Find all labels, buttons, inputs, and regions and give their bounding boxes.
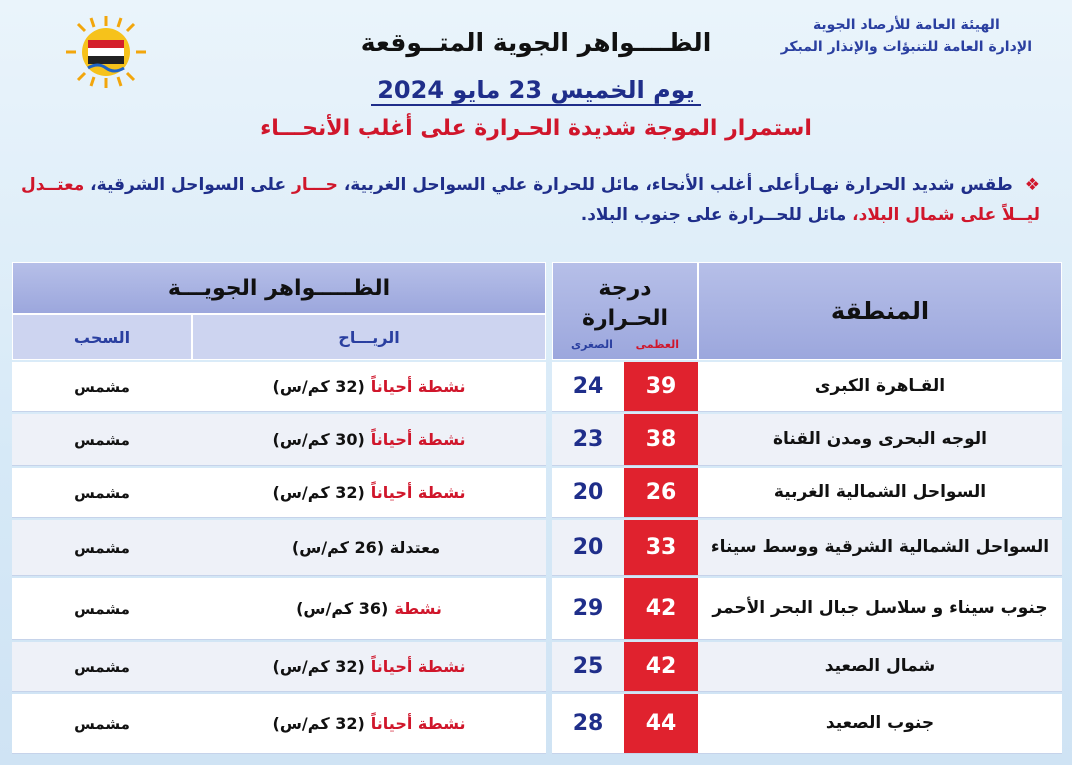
wind-strength: نشطة أحياناً xyxy=(370,483,466,502)
region-cell: جنوب سيناء و سلاسل جبال البحر الأحمر xyxy=(698,578,1062,640)
max-temp-cell: 42 xyxy=(624,578,698,640)
max-temp-cell: 42 xyxy=(624,642,698,692)
wind-strength: نشطة أحياناً xyxy=(370,377,466,396)
page-title: الظــــواهر الجوية المتــوقعة xyxy=(360,28,712,57)
region-cell: السواحل الشمالية الغربية xyxy=(698,468,1062,518)
forecast-table xyxy=(12,262,1062,758)
header-region: المنطقة xyxy=(698,262,1062,360)
header-wind: الريـــاح xyxy=(192,314,546,360)
min-temp-cell: 20 xyxy=(552,468,624,518)
region-cell: السواحل الشمالية الشرقية ووسط سيناء xyxy=(698,520,1062,576)
header-max-label: العظمى xyxy=(635,338,679,351)
max-temp-cell: 38 xyxy=(624,414,698,466)
wind-cell xyxy=(192,694,546,754)
header-min-label: الصغرى xyxy=(571,338,613,351)
header-temperature-label: درجة الحـرارة xyxy=(581,276,669,331)
org-line-1: الهيئة العامة للأرصاد الجوية xyxy=(812,17,1000,33)
max-temp-cell: 39 xyxy=(624,362,698,412)
desc-part-2: مائل للحرارة علي السواحل الغربية، xyxy=(343,175,640,195)
wind-speed: (32 كم/س) xyxy=(272,657,365,676)
clouds-cell: مشمس xyxy=(12,642,192,692)
wind-cell xyxy=(192,468,546,518)
wind-cell xyxy=(192,642,546,692)
wind-cell xyxy=(192,578,546,640)
wind-strength: نشطة أحياناً xyxy=(370,430,466,449)
wind-speed: (32 كم/س) xyxy=(272,483,365,502)
wind-strength: نشطة xyxy=(394,599,442,618)
bullet-icon: ❖ xyxy=(1024,175,1040,195)
wind-speed: (32 كم/س) xyxy=(272,377,365,396)
forecast-description xyxy=(20,170,1040,230)
max-temp-cell: 26 xyxy=(624,468,698,518)
desc-part-5: معتــدل ليــلاً على شمال البلاد، xyxy=(20,175,1040,225)
min-temp-cell: 23 xyxy=(552,414,624,466)
wind-speed: (32 كم/س) xyxy=(272,714,365,733)
header-temperature xyxy=(552,262,698,360)
wind-strength: نشطة أحياناً xyxy=(370,714,466,733)
wind-cell xyxy=(192,520,546,576)
min-temp-cell: 29 xyxy=(552,578,624,640)
org-line-2: الإدارة العامة للتنبؤات والإنذار المبكر xyxy=(780,39,1032,55)
min-temp-cell: 25 xyxy=(552,642,624,692)
region-cell: الوجه البحرى ومدن القناة xyxy=(698,414,1062,466)
wind-speed: معتدلة (26 كم/س) xyxy=(291,538,441,557)
wind-cell xyxy=(192,362,546,412)
header-clouds: السحب xyxy=(12,314,192,360)
region-cell: القـاهرة الكبرى xyxy=(698,362,1062,412)
wind-cell xyxy=(192,414,546,466)
min-temp-cell: 20 xyxy=(552,520,624,576)
desc-part-1: طقس شديد الحرارة نهـارأعلى أغلب الأنحاء، xyxy=(645,175,1013,195)
clouds-cell: مشمس xyxy=(12,414,192,466)
forecast-date xyxy=(0,76,1072,104)
clouds-cell: مشمس xyxy=(12,578,192,640)
min-temp-cell: 28 xyxy=(552,694,624,754)
min-temp-cell: 24 xyxy=(552,362,624,412)
clouds-cell: مشمس xyxy=(12,468,192,518)
region-cell: شمال الصعيد xyxy=(698,642,1062,692)
desc-part-3: حـــار xyxy=(292,175,338,195)
headline: استمرار الموجة شديدة الحـرارة على أغلب الأنحـــاء xyxy=(260,116,812,141)
clouds-cell: مشمس xyxy=(12,520,192,576)
wind-strength: نشطة أحياناً xyxy=(370,657,466,676)
header-phenomena: الظـــــواهر الجويـــة xyxy=(12,262,546,314)
region-cell: جنوب الصعيد xyxy=(698,694,1062,754)
clouds-cell: مشمس xyxy=(12,362,192,412)
max-temp-cell: 33 xyxy=(624,520,698,576)
desc-part-4: على السواحل الشرقية، xyxy=(90,175,287,195)
max-temp-cell: 44 xyxy=(624,694,698,754)
wind-speed: (30 كم/س) xyxy=(272,430,365,449)
wind-speed: (36 كم/س) xyxy=(296,599,389,618)
date-text: يوم الخميس 23 مايو 2024 xyxy=(371,76,701,106)
desc-part-6: مائل للحــرارة على جنوب البلاد. xyxy=(580,205,847,225)
clouds-cell: مشمس xyxy=(12,694,192,754)
